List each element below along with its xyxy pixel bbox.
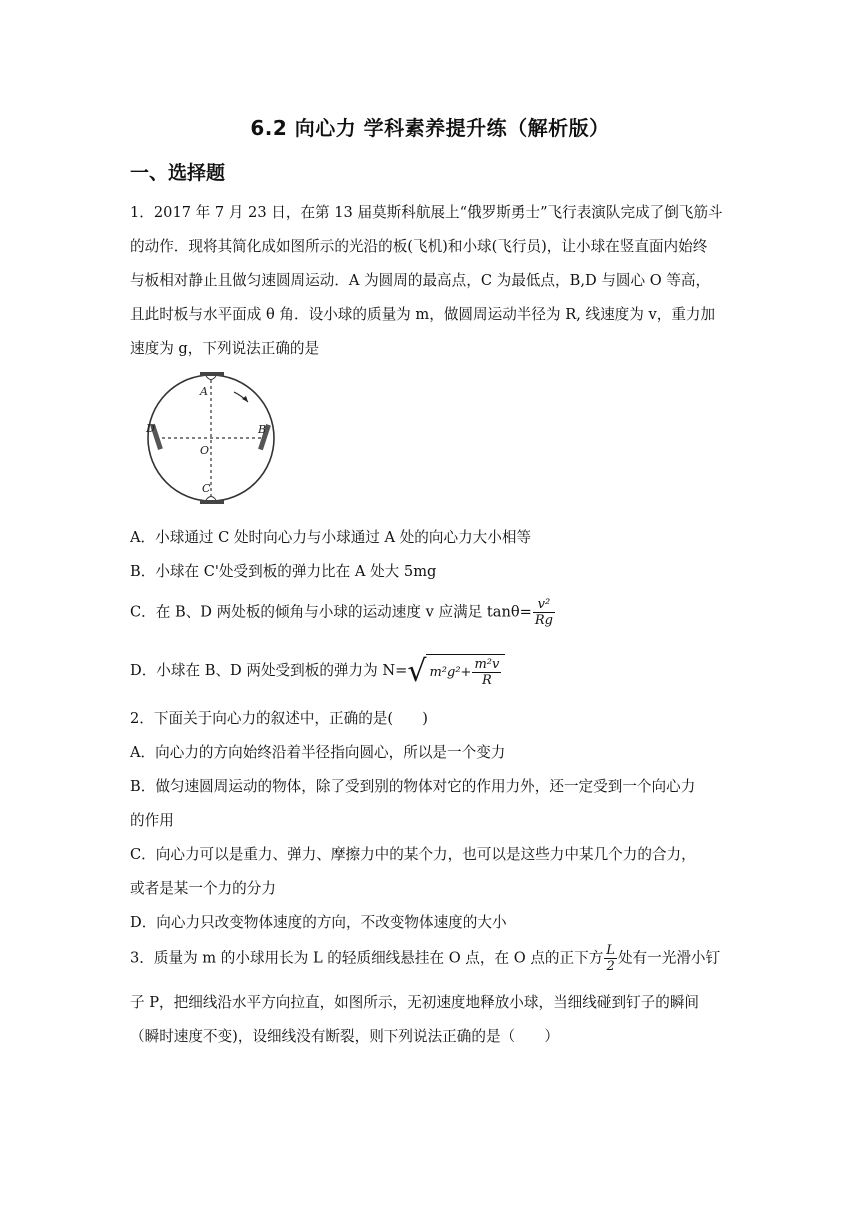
q3-fraction-denominator: 2	[606, 959, 615, 974]
q3-stem-text-b: 处有一光滑小钉	[617, 949, 721, 967]
label-d: D	[146, 422, 155, 435]
q1-option-d-numerator: m²v	[474, 657, 500, 672]
q1-option-b: B．小球在 C'处受到板的弹力比在 A 处大 5mg	[130, 563, 437, 580]
q2-option-a: A．向心力的方向始终沿着半径指向圆心，所以是一个变力	[130, 744, 506, 761]
q2-option-c-line-2: 或者是某一个力的分力	[130, 880, 276, 897]
q3-stem-line-1	[130, 943, 720, 974]
q1-stem-line-4: 且此时板与水平面成 θ 角．设小球的质量为 m，做圆周运动半径为 R, 线速度为 v，重力加	[130, 306, 716, 323]
q3-stem-text-a: 3．质量为 m 的小球用长为 L 的轻质细线悬挂在 O 点，在 O 点的正下方	[130, 949, 604, 967]
q1-option-d-denominator: R	[482, 673, 492, 688]
label-b: B	[258, 423, 267, 436]
q1-option-d-radicand: m²g²+	[429, 665, 472, 680]
q1-option-c-fraction	[533, 597, 555, 628]
label-o: O	[200, 444, 210, 457]
q1-option-d-fraction	[472, 657, 501, 688]
q3-fraction	[604, 943, 617, 974]
q1-option-c	[130, 597, 556, 628]
q2-option-d: D．向心力只改变物体速度的方向，不改变物体速度的大小	[130, 914, 507, 931]
q1-circle-diagram	[140, 368, 290, 510]
q1-option-c-numerator: v²	[533, 597, 555, 613]
q1-option-a: A．小球通过 C 处时向心力与小球通过 A 处的向心力大小相等	[130, 529, 532, 546]
label-a: A	[200, 385, 208, 398]
section-heading: 一、选择题	[130, 162, 226, 184]
q2-option-b-line-1: B．做匀速圆周运动的物体，除了受到别的物体对它的作用力外，还一定受到一个向心力	[130, 778, 696, 795]
q1-option-d	[130, 654, 505, 688]
q1-stem-line-3: 与板相对静止且做匀速圆周运动．A 为圆周的最高点，C 为最低点，B,D 与圆心 O 等高，	[130, 272, 711, 289]
q3-stem-line-2: 子 P，把细线沿水平方向拉直，如图所示，无初速度地释放小球，当细线碰到钉子的瞬间	[130, 994, 700, 1011]
q2-stem: 2．下面关于向心力的叙述中，正确的是( )	[130, 710, 428, 727]
q1-option-d-sqrt: √ m²g²+ $\frac{\text{m²v}}{R}$	[407, 654, 505, 688]
q1-option-d-text: D．小球在 B、D 两处受到板的弹力为 N=	[130, 662, 408, 679]
q3-fraction-numerator: L	[606, 943, 615, 958]
q3-stem-line-3: （瞬时速度不变)，设细线没有断裂，则下列说法正确的是（ ）	[130, 1028, 559, 1045]
label-c: C	[202, 482, 211, 495]
document-title: 6.2 向心力 学科素养提升练（解析版）	[250, 116, 610, 140]
q2-option-c-line-1: C．向心力可以是重力、弹力、摩擦力中的某个力，也可以是这些力中某几个力的合力，	[130, 846, 696, 863]
q1-stem-line-5: 速度为 g，下列说法正确的是	[130, 340, 320, 357]
q2-option-b-line-2: 的作用	[130, 812, 174, 829]
q1-stem-line-2: 的动作．现将其简化成如图所示的光沿的板(飞机)和小球(飞行员)，让小球在竖直面内始终	[130, 238, 708, 255]
q1-option-c-denominator: Rg	[534, 613, 554, 628]
q1-stem-line-1: 1．2017 年 7 月 23 日，在第 13 届莫斯科航展上“俄罗斯勇士”飞行表演队完成了倒飞筋斗	[130, 204, 723, 221]
q1-option-c-text: C．在 B、D 两处板的倾角与小球的运动速度 v 应满足 tanθ=	[130, 603, 532, 621]
